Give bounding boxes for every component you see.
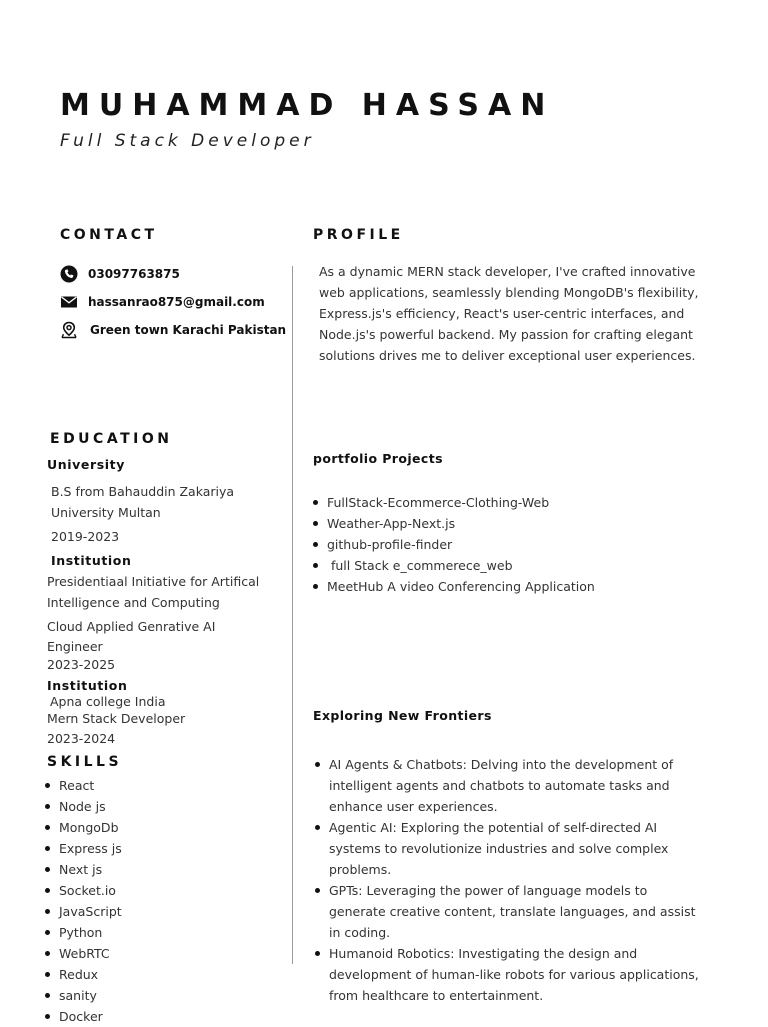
contact-email-row: [60, 292, 265, 312]
institution2-label: Institution: [47, 678, 128, 693]
frontiers-list: [315, 754, 700, 1006]
university-degree-line2: University Multan: [51, 505, 161, 520]
contact-heading: CONTACT: [60, 227, 158, 243]
email-icon: [60, 293, 78, 311]
profile-heading: PROFILE: [313, 227, 404, 243]
frontier-item: GPTs: Leveraging the power of language models to generate creative content, translate languages, and assist in coding.: [315, 880, 700, 943]
frontier-item: Humanoid Robotics: Investigating the design and development of human-like robots for various applications, from healthcare to entertainment.: [315, 943, 700, 1006]
university-degree-line1: B.S from Bahauddin Zakariya: [51, 484, 235, 499]
institution1-line1: Presidentiaal Initiative for Artifical: [47, 574, 260, 589]
university-label: University: [47, 457, 125, 472]
project-item: full Stack e_commerece_web: [313, 555, 595, 576]
contact-phone-row: [60, 264, 180, 284]
institution1-line4: Engineer: [47, 639, 103, 654]
skill-item: Next js: [45, 859, 122, 880]
phone-number: 03097763875: [88, 267, 180, 281]
skill-item: Docker: [45, 1006, 122, 1027]
university-years: 2019-2023: [51, 529, 120, 544]
projects-heading: portfolio Projects: [313, 451, 443, 466]
institution2-line1: Apna college India: [50, 694, 166, 709]
projects-list: [313, 492, 595, 597]
skill-item: MongoDb: [45, 817, 122, 838]
project-item: github-profile-finder: [313, 534, 595, 555]
skill-item: Express js: [45, 838, 122, 859]
skill-item: Python: [45, 922, 122, 943]
project-item: FullStack-Ecommerce-Clothing-Web: [313, 492, 595, 513]
skill-item: Node js: [45, 796, 122, 817]
home-address: Green town Karachi Pakistan: [90, 323, 287, 337]
skill-item: Socket.io: [45, 880, 122, 901]
skill-item: React: [45, 775, 122, 796]
institution2-line2: Mern Stack Developer: [47, 711, 186, 726]
skill-item: sanity: [45, 985, 122, 1006]
institution1-line3: Cloud Applied Genrative AI: [47, 619, 216, 634]
email-address: hassanrao875@gmail.com: [88, 295, 265, 309]
institution1-years: 2023-2025: [47, 657, 116, 672]
job-title: Full Stack Developer: [60, 131, 315, 151]
location-pin-icon: [60, 321, 78, 339]
institution1-line2: Intelligence and Computing: [47, 595, 220, 610]
institution2-years: 2023-2024: [47, 731, 116, 746]
skills-list: [45, 775, 122, 1027]
frontiers-heading: Exploring New Frontiers: [313, 708, 492, 723]
project-item: MeetHub A video Conferencing Application: [313, 576, 595, 597]
candidate-name: MUHAMMAD HASSAN: [60, 88, 555, 123]
skills-heading: SKILLS: [47, 754, 123, 770]
skill-item: WebRTC: [45, 943, 122, 964]
column-divider: [292, 266, 293, 964]
frontier-item: Agentic AI: Exploring the potential of self-directed AI systems to revolutionize industries and solve complex problems.: [315, 817, 700, 880]
phone-icon: [60, 265, 78, 283]
skill-item: Redux: [45, 964, 122, 985]
project-item: Weather-App-Next.js: [313, 513, 595, 534]
institution1-label: Institution: [51, 553, 132, 568]
profile-text: As a dynamic MERN stack developer, I've crafted innovative web applications, seamlessly blending MongoDB's flexibility, Express.js's efficiency, React's user-centric interfaces, and Node.js's powerful backend. My passion for crafting elegant solutions drives me to deliver exceptional user experiences.: [319, 264, 699, 363]
contact-address-row: [60, 320, 286, 340]
skill-item: JavaScript: [45, 901, 122, 922]
frontier-item: AI Agents & Chatbots: Delving into the development of intelligent agents and chatbots to automate tasks and enhance user experiences.: [315, 754, 700, 817]
education-heading: EDUCATION: [50, 431, 173, 447]
